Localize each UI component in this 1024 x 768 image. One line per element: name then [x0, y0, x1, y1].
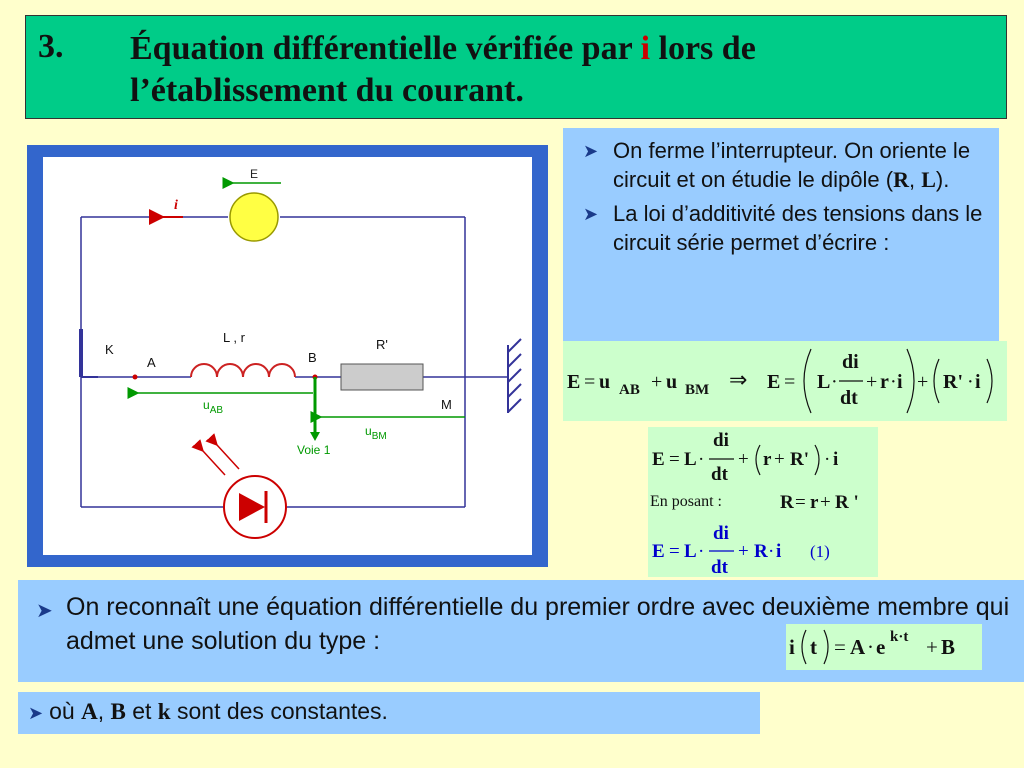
bullet-2 — [583, 199, 985, 257]
svg-text:dt: dt — [840, 387, 858, 409]
note-B: B — [110, 699, 126, 724]
label-uAB: $u_{AB}$ — [203, 398, 224, 416]
explanation-panel — [563, 128, 999, 341]
svg-text:(1): (1) — [810, 542, 830, 561]
svg-text:di: di — [713, 523, 729, 544]
svg-text:R: R — [780, 492, 794, 513]
coil-icon — [191, 364, 295, 377]
svg-text:u: u — [599, 371, 611, 393]
label-Lr: L , r — [223, 330, 245, 345]
svg-text:=: = — [784, 371, 796, 393]
label-K: K — [105, 342, 114, 357]
bullet-arrow-icon: ➤ — [36, 600, 53, 622]
svg-text:E: E — [652, 541, 665, 562]
ground-icon — [508, 339, 521, 413]
note-k: k — [157, 699, 171, 724]
generator-icon — [230, 193, 278, 241]
svg-text:i: i — [833, 449, 839, 470]
svg-text:i: i — [789, 635, 795, 659]
svg-text:B: B — [941, 635, 956, 659]
svg-text:i: i — [975, 371, 981, 393]
bullet-1-end: ). — [935, 167, 950, 192]
equation-2-box — [648, 427, 878, 577]
title-part1: Équation différentielle vérifiée par — [130, 30, 641, 67]
svg-text:e: e — [876, 635, 886, 659]
svg-text:R: R — [754, 541, 768, 562]
svg-text:u: u — [666, 371, 678, 393]
svg-text:dt: dt — [711, 557, 728, 577]
svg-text:R': R' — [943, 371, 963, 393]
svg-text:L: L — [684, 449, 697, 470]
svg-text:·: · — [768, 541, 775, 562]
svg-text:+: + — [866, 371, 878, 393]
label-M: M — [441, 397, 452, 412]
svg-text:L: L — [817, 371, 831, 393]
bullet-1-L: L — [921, 167, 936, 192]
bullet-1 — [583, 136, 985, 194]
statement-text: On reconnaît une équation différentielle du premier ordre avec deuxième membre qui admet une solution du type : — [66, 593, 1010, 655]
svg-text:k·t: k·t — [890, 629, 909, 645]
svg-text:=: = — [669, 541, 680, 562]
svg-text:=: = — [669, 449, 680, 470]
title-highlight: i — [640, 30, 651, 67]
svg-text:⇒: ⇒ — [729, 367, 748, 392]
title-part2: lors de — [650, 30, 756, 67]
svg-text:+: + — [738, 449, 749, 470]
title-box — [25, 15, 1007, 119]
svg-text:E: E — [767, 371, 781, 393]
svg-text:i: i — [897, 371, 903, 393]
svg-text:·: · — [967, 371, 974, 393]
bullet-2-text: La loi d’additivité des tensions dans le circuit série permet d’écrire : — [613, 201, 983, 255]
svg-text:+: + — [926, 635, 938, 659]
bullet-arrow-icon: ➤ — [583, 141, 599, 161]
svg-text:=: = — [584, 371, 596, 393]
light-rays-icon — [203, 445, 239, 475]
svg-text:E: E — [567, 371, 581, 393]
svg-text:E: E — [652, 449, 665, 470]
statement-panel — [18, 580, 1024, 682]
svg-text:·: · — [831, 371, 838, 393]
bullet-1-comma: , — [908, 167, 922, 192]
label-Rp: R' — [376, 337, 388, 352]
svg-text:·: · — [890, 371, 897, 393]
svg-text:+: + — [738, 541, 749, 562]
note-comma: , — [97, 698, 111, 724]
svg-text:=: = — [795, 492, 806, 513]
bullet-arrow-icon: ➤ — [583, 204, 599, 224]
bullet-1-text: On ferme l’interrupteur. On oriente le circuit et on étudie le dipôle ( — [613, 138, 971, 192]
circuit-diagram — [43, 157, 532, 555]
svg-text:di: di — [713, 430, 729, 451]
svg-text:+: + — [820, 492, 831, 513]
svg-text:r: r — [880, 371, 889, 393]
bullet-arrow-icon: ➤ — [28, 703, 44, 723]
title-line2: l’établissement du courant. — [130, 72, 524, 109]
svg-text:En posant :: En posant : — [650, 493, 722, 510]
svg-text:·: · — [867, 635, 874, 659]
label-E: E — [250, 167, 259, 181]
svg-text:dt: dt — [711, 464, 728, 485]
svg-text:+: + — [917, 371, 929, 393]
note-et: et — [125, 698, 158, 724]
page-title — [130, 28, 990, 112]
svg-text:·: · — [698, 449, 705, 470]
svg-text:i: i — [776, 541, 782, 562]
svg-text:R': R' — [790, 449, 809, 470]
label-uBM: $u_{BM}$ — [365, 424, 387, 442]
circuit-frame — [27, 145, 548, 567]
svg-text:=: = — [834, 635, 846, 659]
svg-text:BM: BM — [685, 382, 710, 398]
svg-text:A: A — [850, 635, 866, 659]
label-voie: Voie 1 — [297, 443, 331, 457]
equation-1 — [563, 341, 1007, 421]
wires — [81, 217, 508, 507]
point-A — [133, 375, 138, 380]
led-icon — [224, 476, 286, 538]
resistor-icon — [341, 364, 423, 390]
svg-text:R ': R ' — [835, 492, 859, 513]
label-current: i — [174, 198, 178, 213]
equation-1-box — [563, 341, 1007, 421]
svg-text:+: + — [774, 449, 785, 470]
note-ou: où — [49, 698, 82, 724]
probe-tip — [310, 432, 320, 441]
circuit-canvas — [43, 157, 532, 555]
constants-note — [28, 698, 388, 725]
bullet-1-R: R — [893, 167, 909, 192]
svg-text:·: · — [824, 449, 831, 470]
note-A: A — [81, 699, 98, 724]
solution-box — [786, 624, 982, 670]
svg-text:·: · — [698, 541, 705, 562]
equation-2 — [648, 427, 878, 577]
svg-text:+: + — [651, 371, 663, 393]
constants-panel — [18, 692, 760, 734]
note-rest: sont des constantes. — [170, 698, 388, 724]
svg-text:r: r — [763, 449, 772, 470]
solution-equation — [786, 624, 982, 670]
svg-text:r: r — [810, 492, 819, 513]
svg-text:di: di — [842, 351, 859, 373]
bullet-list — [563, 128, 999, 257]
label-B: B — [308, 350, 317, 365]
label-A: A — [147, 355, 156, 370]
svg-text:AB: AB — [619, 382, 640, 398]
svg-text:L: L — [684, 541, 697, 562]
svg-text:t: t — [810, 635, 817, 659]
section-number: 3. — [38, 28, 64, 65]
